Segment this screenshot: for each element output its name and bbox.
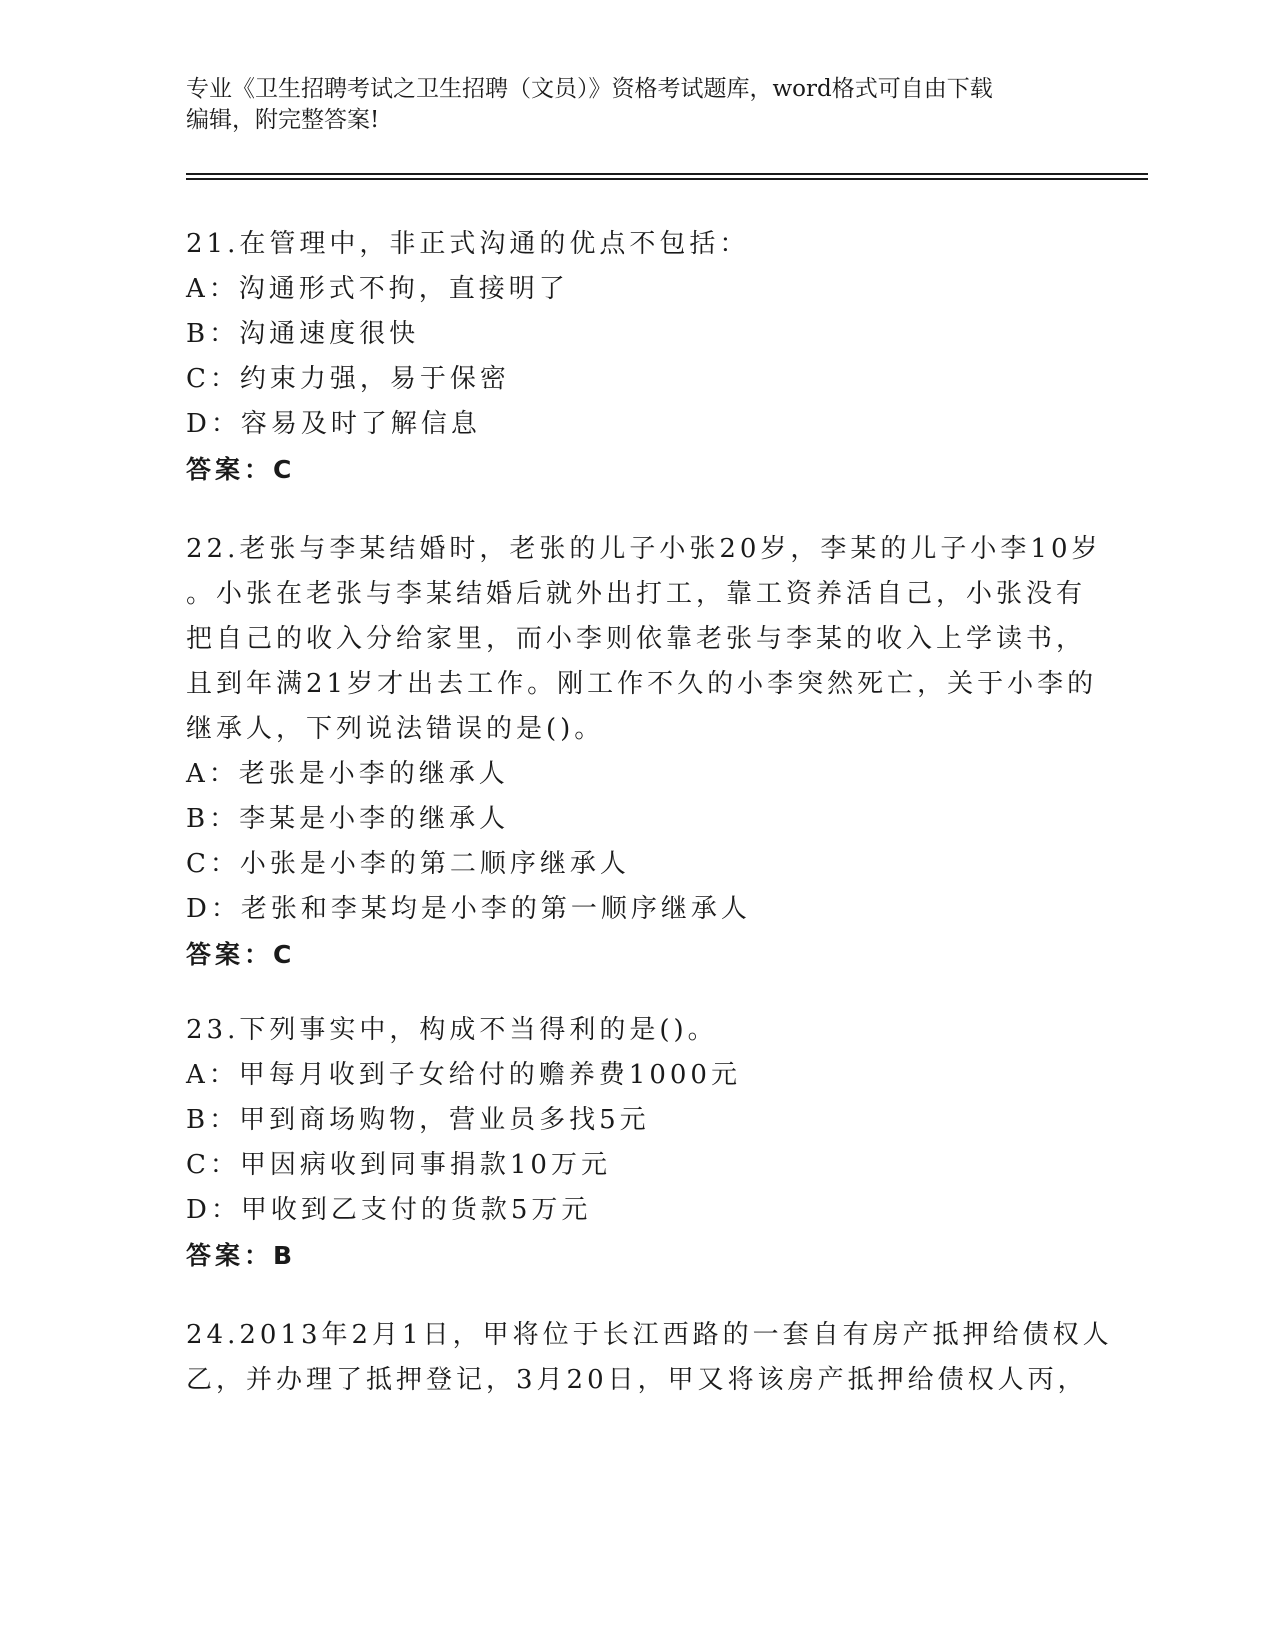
question-stem — [186, 222, 1086, 267]
answer: 答案：B — [186, 1241, 297, 1270]
question-22 — [186, 527, 1102, 977]
answer: 答案：C — [186, 455, 296, 484]
question-21 — [186, 222, 1086, 492]
answer: 答案：C — [186, 940, 296, 969]
header-line-1: 专业《卫生招聘考试之卫生招聘（文员）》资格考试题库，word格式可自由下载 — [186, 76, 993, 102]
option-b: B：甲到商场购物，营业员多找5元 — [186, 1105, 650, 1135]
header-line-2: 编辑，附完整答案! — [186, 107, 380, 133]
option-a: A：老张是小李的继承人 — [186, 759, 509, 789]
question-stem — [186, 1313, 1113, 1403]
stem-line: 且到年满21岁才出去工作。刚工作不久的小李突然死亡，关于小李的 — [186, 669, 1098, 699]
stem-line: 24.2013年2月1日，甲将位于长江西路的一套自有房产抵押给债权人 — [186, 1320, 1113, 1350]
option-a: A：沟通形式不拘，直接明了 — [186, 274, 569, 304]
header-divider-top — [186, 173, 1148, 175]
question-stem — [186, 1008, 1086, 1053]
option-c: C：小张是小李的第二顺序继承人 — [186, 849, 630, 879]
stem-line: 乙，并办理了抵押登记，3月20日，甲又将该房产抵押给债权人丙， — [186, 1365, 1088, 1395]
option-b: B：沟通速度很快 — [186, 319, 420, 349]
header-divider-bottom — [186, 178, 1148, 180]
option-d: D：甲收到乙支付的货款5万元 — [186, 1195, 592, 1225]
option-b: B：李某是小李的继承人 — [186, 804, 510, 834]
option-c: C：约束力强，易于保密 — [186, 364, 510, 394]
option-c: C：甲因病收到同事捐款10万元 — [186, 1150, 611, 1180]
stem-line: 。小张在老张与李某结婚后就外出打工，靠工资养活自己，小张没有 — [186, 579, 1087, 609]
stem-line: 把自己的收入分给家里，而小李则依靠老张与李某的收入上学读书， — [186, 624, 1087, 654]
document-header — [186, 74, 1106, 136]
stem-line: 23.下列事实中，构成不当得利的是()。 — [186, 1015, 718, 1045]
question-stem — [186, 527, 1102, 752]
option-d: D：老张和李某均是小李的第一顺序继承人 — [186, 894, 751, 924]
stem-line: 继承人，下列说法错误的是()。 — [186, 714, 605, 744]
question-23 — [186, 1008, 1086, 1278]
stem-line: 22.老张与李某结婚时，老张的儿子小张20岁，李某的儿子小李10岁 — [186, 534, 1102, 564]
stem-line: 21.在管理中，非正式沟通的优点不包括： — [186, 229, 750, 259]
option-d: D：容易及时了解信息 — [186, 409, 481, 439]
question-24 — [186, 1313, 1113, 1403]
option-a: A：甲每月收到子女给付的赡养费1000元 — [186, 1060, 741, 1090]
